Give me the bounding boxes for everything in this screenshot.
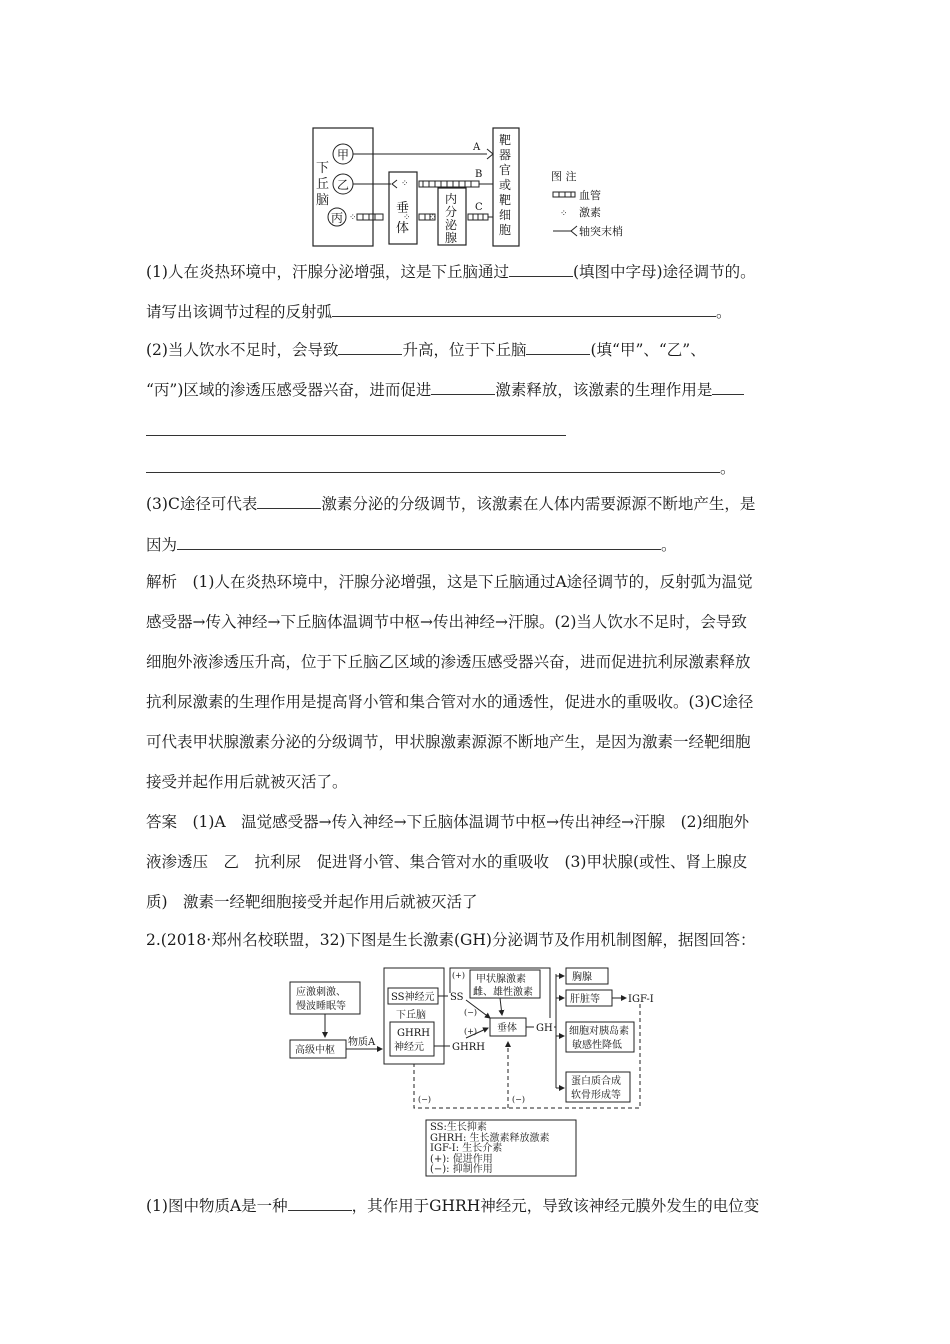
- fig2-legend-item-2: GHRH: 生长激素释放激素: [430, 1132, 550, 1144]
- endocrine-char-4: 腺: [445, 231, 458, 245]
- blood-vessel-bing: [357, 214, 383, 220]
- hypothalamus-text: 下丘脑: [396, 1010, 426, 1021]
- hormone-dots-pit: ⁘: [403, 213, 411, 223]
- q2-blank-4b[interactable]: [146, 421, 566, 436]
- endocrine-char-1: 内: [445, 192, 458, 206]
- region-bing: 丙: [331, 211, 344, 225]
- q2-blank-1[interactable]: [338, 340, 402, 355]
- problem2-q1-text-b: ，其作用于GHRH神经元，导致该神经元膜外发生的电位变: [351, 1197, 760, 1215]
- insulin-text-2: 敏感性降低: [572, 1040, 622, 1051]
- figure-neuroendocrine-pathways: [305, 120, 645, 255]
- pituitary-char-1: 垂: [396, 201, 410, 216]
- q3-blank-1[interactable]: [257, 494, 321, 509]
- analysis-line-1: 解析 (1)人在炎热环境中，汗腺分泌增强，这是下丘脑通过A途径调节的，反射弧为温觉: [146, 573, 753, 591]
- hormone-dots-pit-top: ⁘: [401, 179, 409, 189]
- q1-blank-path[interactable]: [509, 262, 573, 277]
- ss-label: SS: [450, 992, 464, 1003]
- target-char-5: 靶: [499, 193, 512, 207]
- target-char-3: 官: [499, 163, 512, 177]
- analysis-line-6: 接受并起作用后就被灭活了。: [146, 773, 348, 791]
- q3-text-a: (3)C途径可代表: [146, 495, 258, 513]
- analysis-line-5: 可代表甲状腺激素分泌的分级调节，甲状腺激素源源不断地产生，是因为激素一经靶细胞: [146, 733, 751, 751]
- problem2-q1-text-a: (1)图中物质A是一种: [146, 1197, 288, 1215]
- q2-line3: [146, 421, 566, 441]
- pituitary-char-2: 体: [396, 221, 410, 236]
- q2-blank-4a[interactable]: [712, 380, 744, 395]
- fig2-legend-item-3: IGF-I: 生长介素: [430, 1143, 503, 1154]
- q1-reflex-text: 请写出该调节过程的反射弧: [146, 303, 333, 321]
- ghrh-label: GHRH: [452, 1042, 485, 1053]
- q1-text-a: (1)人在炎热环境中，汗腺分泌增强，这是下丘脑通过: [146, 263, 509, 281]
- target-char-7: 胞: [499, 223, 512, 237]
- ghrh-neuron-text-1: GHRH: [397, 1028, 430, 1039]
- q3-text-b: 激素分泌的分级调节，该激素在人体内需要源源不断地产生，是: [321, 495, 756, 513]
- region-jia: 甲: [337, 148, 350, 162]
- q2-blank-2[interactable]: [526, 340, 590, 355]
- legend-vessel: 血管: [579, 189, 601, 202]
- q2-line2: [146, 380, 744, 400]
- q2-text-d: “丙”)区域的渗透压感受器兴奋，进而促进: [146, 381, 432, 399]
- ss-neuron-text: SS神经元: [391, 992, 435, 1003]
- hypothalamus-char-1: 下: [316, 161, 330, 176]
- region-yi: 乙: [337, 178, 350, 192]
- hormone-dots-end: ⁘: [429, 213, 437, 223]
- answer-line-1: 答案 (1)A 温觉感受器→传入神经→下丘脑体温调节中枢→传出神经→汗腺 (2)细胞外: [146, 813, 750, 831]
- q1-line1: [146, 262, 756, 282]
- thymus-text: 胸腺: [572, 972, 592, 983]
- q1-text-b: (填图中字母)途径调节的。: [572, 263, 756, 281]
- higher-center-text: 高级中枢: [295, 1045, 335, 1056]
- answer-line-2: 液渗透压 乙 抗利尿 促进肾小管、集合管对水的重吸收 (3)甲状腺(或性、肾上腺皮: [146, 853, 748, 871]
- blood-vessel-b: [419, 181, 479, 187]
- q2-text-b: 升高，位于下丘脑: [402, 341, 527, 359]
- protein-text-2: 软骨形成等: [571, 1090, 621, 1101]
- q1-blank-reflex[interactable]: [332, 302, 716, 317]
- ghrh-neuron-text-2: 神经元: [394, 1042, 424, 1053]
- ghrh-plus-label: (+): [464, 1027, 477, 1036]
- ss-minus-label: (−): [464, 1008, 477, 1017]
- protein-text-1: 蛋白质合成: [571, 1076, 621, 1087]
- fig2-legend-item-4: (+): 促进作用: [430, 1153, 493, 1165]
- hypothalamus-char-3: 脑: [316, 193, 330, 208]
- gh-label: GH: [536, 1023, 553, 1034]
- target-char-6: 细: [499, 208, 512, 222]
- analysis-line-2: 感受器→传入神经→下丘脑体温调节中枢→传出神经→汗腺。(2)当人饮水不足时，会导致: [146, 613, 747, 631]
- problem2-q1: [146, 1196, 759, 1216]
- hypothalamus-char-2: 丘: [316, 177, 330, 192]
- q2-line1: [146, 340, 706, 360]
- igf-label: IGF-I: [628, 994, 654, 1005]
- problem2-intro: 2.(2018·郑州名校联盟，32)下图是生长激素(GH)分泌调节及作用机制图解，据图回答：: [146, 931, 756, 949]
- target-char-2: 器: [499, 148, 512, 162]
- analysis-line-4: 抗利尿激素的生理作用是提高肾小管和集合管对水的通透性，促进水的重吸收。(3)C途径: [146, 693, 754, 711]
- fig2-legend: [430, 1123, 550, 1176]
- q2-text-c: (填“甲”、“乙”、: [590, 341, 706, 359]
- bottom-minus-label-2: (−): [512, 1095, 525, 1104]
- path-label-b: B: [475, 169, 483, 180]
- liver-text: 肝脏等: [570, 994, 600, 1005]
- target-char-4: 或: [499, 178, 512, 192]
- q3-text-c: 因为: [146, 536, 178, 554]
- q2-blank-3[interactable]: [431, 380, 495, 395]
- stimulus-text-2: 慢波睡眠等: [296, 1001, 346, 1012]
- answer-line-3: 质) 激素一经靶细胞接受并起作用后就被灭活了: [146, 893, 478, 911]
- endocrine-char-2: 分: [445, 205, 458, 219]
- stimulus-text-1: 应激刺激、: [296, 987, 346, 998]
- legend-title: 图 注: [551, 170, 577, 183]
- pituitary-text: 垂体: [497, 1023, 517, 1034]
- thyroid-text-2: 雌、雄性激素: [473, 987, 533, 998]
- fig2-legend-item-1: SS:生长抑素: [430, 1122, 487, 1133]
- q2-line4: [146, 458, 736, 478]
- q3-line2: [146, 535, 677, 555]
- q1-line2: [146, 302, 732, 322]
- analysis-line-3: 细胞外液渗透压升高，位于下丘脑乙区域的渗透压感受器兴奋，进而促进抗利尿激素释放: [146, 653, 751, 671]
- q3-line1: [146, 494, 755, 514]
- path-label-c: C: [475, 202, 483, 213]
- thyroid-text-1: 甲状腺激素: [476, 974, 526, 985]
- endocrine-char-3: 泌: [445, 218, 458, 232]
- legend-hormone: 激素: [579, 206, 601, 219]
- target-char-1: 靶: [499, 133, 512, 147]
- legend-axon: 轴突末梢: [579, 225, 623, 238]
- q2-text-a: (2)当人饮水不足时，会导致: [146, 341, 339, 359]
- q3-blank-2[interactable]: [177, 535, 661, 550]
- path-label-a: A: [473, 142, 481, 153]
- problem2-q1-blank[interactable]: [288, 1196, 352, 1211]
- top-plus-label: (+): [452, 971, 465, 980]
- legend-hormone-dots: ⁘: [560, 209, 568, 219]
- q1-period: 。: [716, 303, 732, 321]
- substance-a-label: 物质A: [348, 1037, 376, 1048]
- q3-period: 。: [661, 536, 677, 554]
- fig2-legend-item-5: (−): 抑制作用: [430, 1164, 493, 1175]
- q2-blank-4c[interactable]: [146, 458, 720, 473]
- bottom-minus-label-1: (−): [418, 1095, 431, 1104]
- insulin-text-1: 细胞对胰岛素: [569, 1026, 629, 1037]
- q2-text-e: 激素释放，该激素的生理作用是: [495, 381, 713, 399]
- hormone-dots-bing: ⁘: [349, 213, 357, 223]
- q2-period: 。: [720, 459, 736, 477]
